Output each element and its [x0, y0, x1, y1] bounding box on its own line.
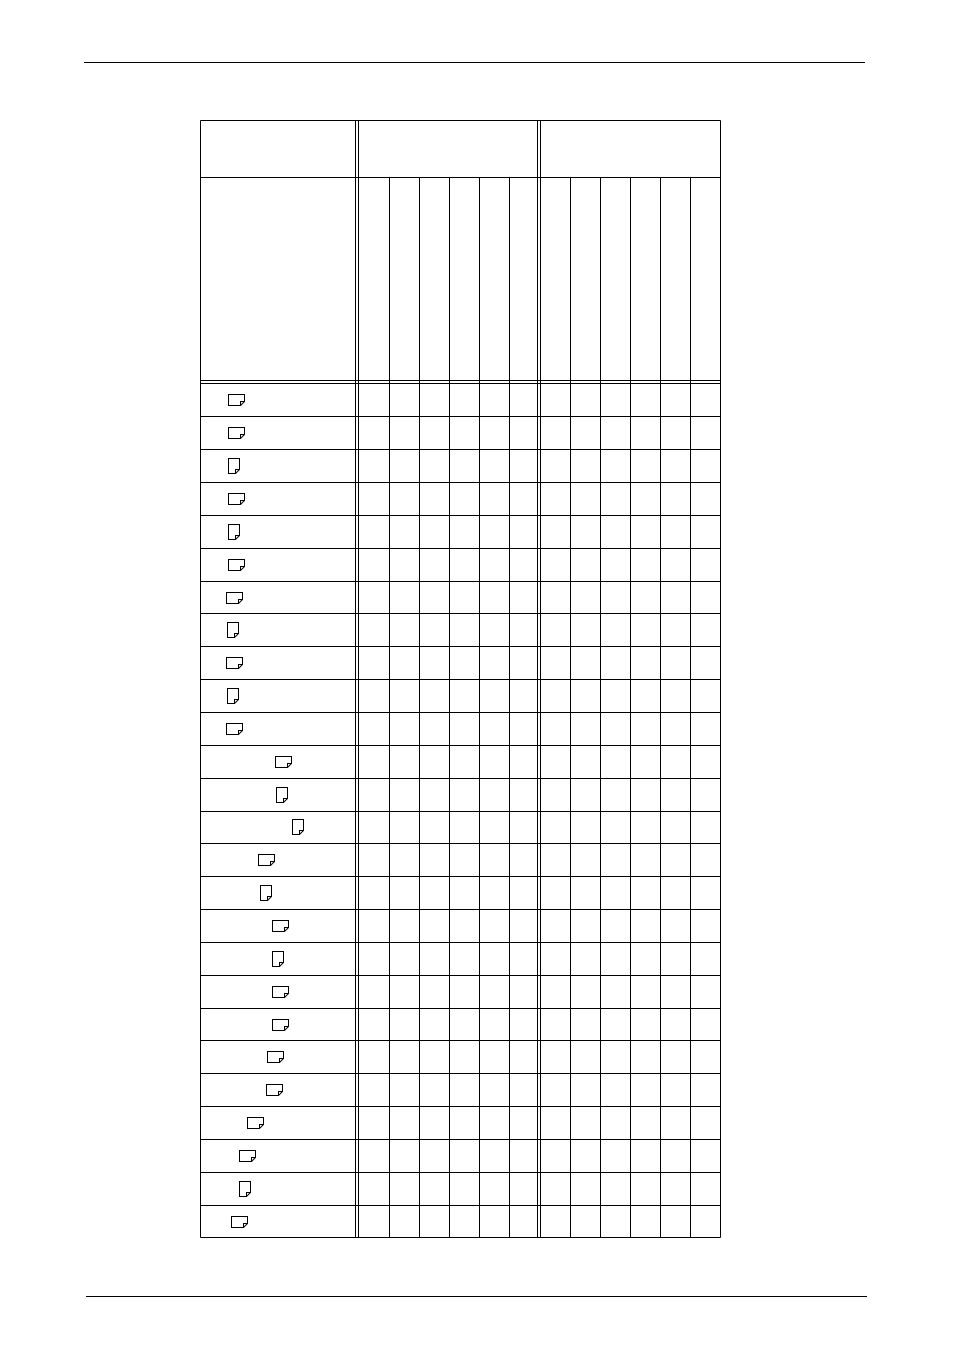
- landscape-paper-icon: [227, 658, 243, 669]
- portrait-paper-icon: [228, 689, 239, 704]
- landscape-paper-icon: [259, 855, 275, 866]
- landscape-paper-icon: [273, 921, 289, 932]
- portrait-paper-icon: [273, 952, 284, 967]
- landscape-paper-icon: [227, 724, 243, 735]
- landscape-paper-icon: [229, 395, 245, 406]
- landscape-paper-icon: [227, 593, 243, 604]
- portrait-paper-icon: [229, 459, 240, 474]
- landscape-paper-icon: [229, 560, 245, 571]
- portrait-paper-icon: [293, 820, 304, 835]
- landscape-paper-icon: [248, 1118, 264, 1129]
- landscape-paper-icon: [273, 1020, 289, 1031]
- landscape-paper-icon: [267, 1085, 283, 1096]
- landscape-paper-icon: [229, 428, 245, 439]
- landscape-paper-icon: [229, 494, 245, 505]
- landscape-paper-icon: [273, 987, 289, 998]
- landscape-paper-icon: [268, 1052, 284, 1063]
- portrait-paper-icon: [240, 1182, 251, 1197]
- portrait-paper-icon: [229, 525, 240, 540]
- portrait-paper-icon: [261, 886, 272, 901]
- landscape-paper-icon: [276, 757, 292, 768]
- portrait-paper-icon: [277, 788, 288, 803]
- landscape-paper-icon: [232, 1217, 248, 1228]
- portrait-paper-icon: [228, 623, 239, 638]
- landscape-paper-icon: [240, 1151, 256, 1162]
